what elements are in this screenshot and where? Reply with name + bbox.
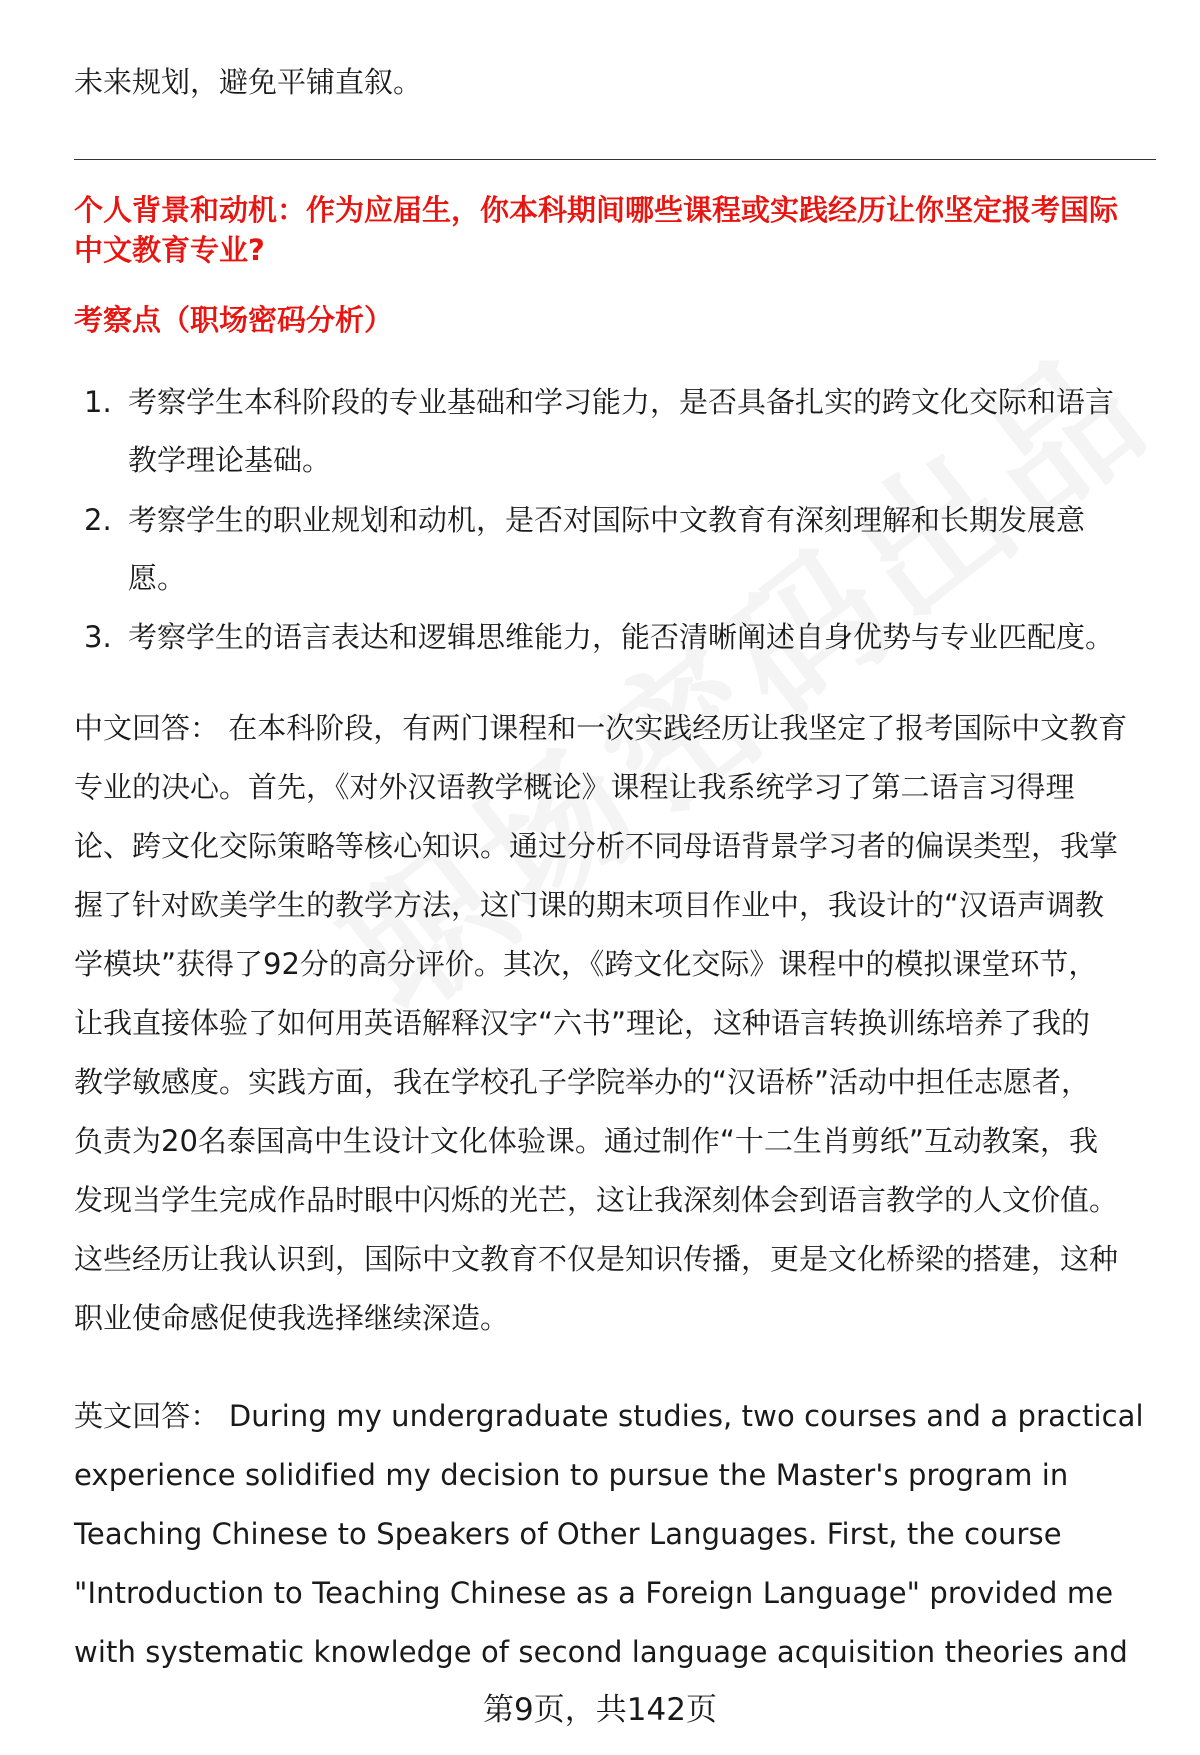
answer-line: 学模块”获得了92分的高分评价。其次，《跨文化交际》课程中的模拟课堂环节， (74, 947, 1098, 981)
list-item-number: 3. (84, 620, 112, 654)
answer-line: Teaching Chinese to Speakers of Other Languages. First, the course (74, 1517, 1062, 1551)
answer-line: 这些经历让我认识到，国际中文教育不仅是知识传播，更是文化桥梁的搭建，这种 (74, 1242, 1119, 1276)
list-item-text: 教学理论基础。 (128, 443, 332, 477)
list-item-number: 2. (84, 503, 112, 537)
answer-line: 职业使命感促使我选择继续深造。 (74, 1301, 510, 1335)
answer-line: 教学敏感度。实践方面，我在学校孔子学院举办的“汉语桥”活动中担任志愿者， (74, 1065, 1091, 1099)
answer-line: 发现当学生完成作品时眼中闪烁的光芒，这让我深刻体会到语言教学的人文价值。 (74, 1183, 1119, 1217)
answer-line: 握了针对欧美学生的教学方法，这门课的期末项目作业中，我设计的“汉语声调教 (74, 888, 1105, 922)
answer-line: 英文回答： During my undergraduate studies, two courses and a practical (74, 1399, 1144, 1433)
answer-line: 负责为20名泰国高中生设计文化体验课。通过制作“十二生肖剪纸”互动教案，我 (74, 1124, 1098, 1158)
list-item-number: 1. (84, 385, 112, 419)
list-item-text: 考察学生的职业规划和动机，是否对国际中文教育有深刻理解和长期发展意 (128, 503, 1086, 537)
analysis-heading: 考察点（职场密码分析） (74, 303, 394, 337)
list-item-text: 愿。 (128, 561, 187, 595)
answer-line: "Introduction to Teaching Chinese as a Foreign Language" provided me (74, 1576, 1114, 1610)
page-number: 第9页，共142页 (483, 1692, 717, 1728)
answer-line: 中文回答： 在本科阶段，有两门课程和一次实践经历让我坚定了报考国际中文教育 (74, 711, 1128, 745)
question-heading-line-2: 中文教育专业? (74, 233, 265, 267)
answer-line: with systematic knowledge of second language acquisition theories and (74, 1635, 1128, 1669)
answer-line: experience solidified my decision to pursue the Master's program in (74, 1458, 1069, 1492)
section-divider (74, 159, 1156, 160)
answer-line: 让我直接体验了如何用英语解释汉字“六书”理论，这种语言转换训练培养了我的 (74, 1006, 1091, 1040)
list-item-text: 考察学生本科阶段的专业基础和学习能力，是否具备扎实的跨文化交际和语言 (128, 385, 1115, 419)
question-heading-line-1: 个人背景和动机：作为应届生，你本科期间哪些课程或实践经历让你坚定报考国际 (74, 193, 1119, 227)
list-item-text: 考察学生的语言表达和逻辑思维能力，能否清晰阐述自身优势与专业匹配度。 (128, 620, 1115, 654)
intro-text-line: 未来规划，避免平铺直叙。 (74, 65, 423, 99)
answer-line: 专业的决心。首先，《对外汉语教学概论》课程让我系统学习了第二语言习得理 (74, 770, 1075, 804)
answer-line: 论、跨文化交际策略等核心知识。通过分析不同母语背景学习者的偏误类型，我掌 (74, 829, 1119, 863)
